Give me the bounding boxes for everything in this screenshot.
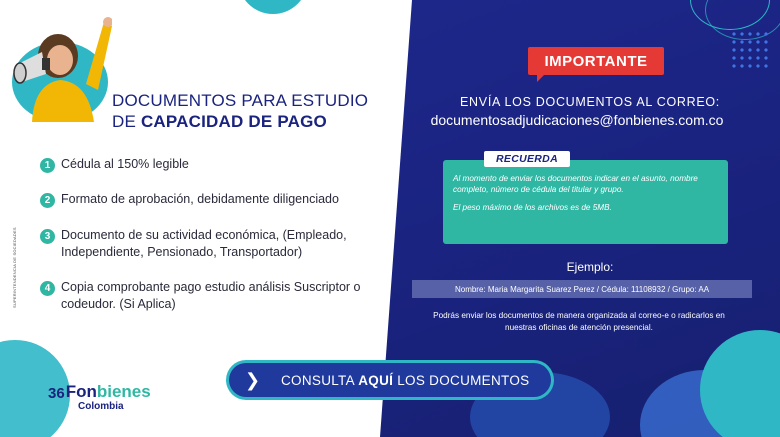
- example-heading: Ejemplo:: [566, 260, 614, 274]
- recuerda-text-1: Al momento de enviar los documentos indicar en el asunto, nombre completo, número de cédula del titular y grupo.: [453, 174, 698, 194]
- logo-country: Colombia: [78, 401, 124, 412]
- consulta-documentos-button[interactable]: [226, 360, 554, 400]
- list-item: [40, 279, 370, 313]
- title-line-1: DOCUMENTOS PARA ESTUDIO: [112, 91, 369, 110]
- decor-dots: [730, 30, 770, 70]
- importante-badge: IMPORTANTE: [528, 47, 664, 75]
- submission-note: Podrás enviar los documentos de manera organizada al correo-e o radicarlos en nuestras oficinas de atención presencial.: [433, 311, 725, 332]
- badge-tail: [537, 74, 545, 82]
- logo-36: 36: [48, 385, 65, 402]
- cta-label: [281, 373, 529, 388]
- cta-inner[interactable]: [229, 363, 551, 397]
- logo-bienes: bienes: [96, 382, 151, 401]
- title-line-2-prefix: DE: [112, 112, 141, 131]
- list-item-text: Copia comprobante pago estudio análisis Suscriptor o codeudor. (Si Aplica): [61, 280, 361, 311]
- cta-bold: AQUÍ: [358, 372, 394, 388]
- title-line-2-bold: CAPACIDAD DE PAGO: [140, 112, 327, 131]
- title-line-2: [112, 111, 392, 132]
- recuerda-box: [443, 160, 728, 244]
- fonbienes-logo: [48, 382, 151, 412]
- logo-fon: Fon: [65, 382, 97, 401]
- cta-prefix: CONSULTA: [281, 372, 359, 388]
- number-badge: 3: [40, 229, 55, 244]
- list-item-text: Formato de aprobación, debidamente diligenciado: [61, 192, 339, 206]
- number-badge: 4: [40, 281, 55, 296]
- page-title: [112, 90, 392, 132]
- vertical-legal-text: SUPERINTENDENCIA DE SOCIEDADES: [12, 227, 17, 308]
- number-badge: 2: [40, 193, 55, 208]
- list-item: [40, 191, 370, 208]
- list-item-text: Documento de su actividad económica, (Empleado, Independiente, Pensionado, Transportador): [61, 228, 347, 259]
- recuerda-tag: RECUERDA: [484, 151, 570, 167]
- example-bar: Nombre: Maria Margarita Suarez Perez / Cédula: 11108932 / Grupo: AA: [412, 280, 752, 298]
- number-badge: 1: [40, 158, 55, 173]
- cta-suffix: LOS DOCUMENTOS: [393, 372, 530, 388]
- list-item-text: Cédula al 150% legible: [61, 157, 189, 171]
- chevron-right-icon: ❯: [245, 370, 261, 390]
- send-instruction: ENVÍA LOS DOCUMENTOS AL CORREO:: [460, 95, 720, 109]
- email-address-link[interactable]: documentosadjudicaciones@fonbienes.com.co: [430, 112, 724, 128]
- list-item: [40, 227, 370, 261]
- recuerda-text-2: El peso máximo de los archivos es de 5MB.: [453, 203, 612, 212]
- list-item: [40, 156, 240, 173]
- person-megaphone-image: [12, 12, 112, 122]
